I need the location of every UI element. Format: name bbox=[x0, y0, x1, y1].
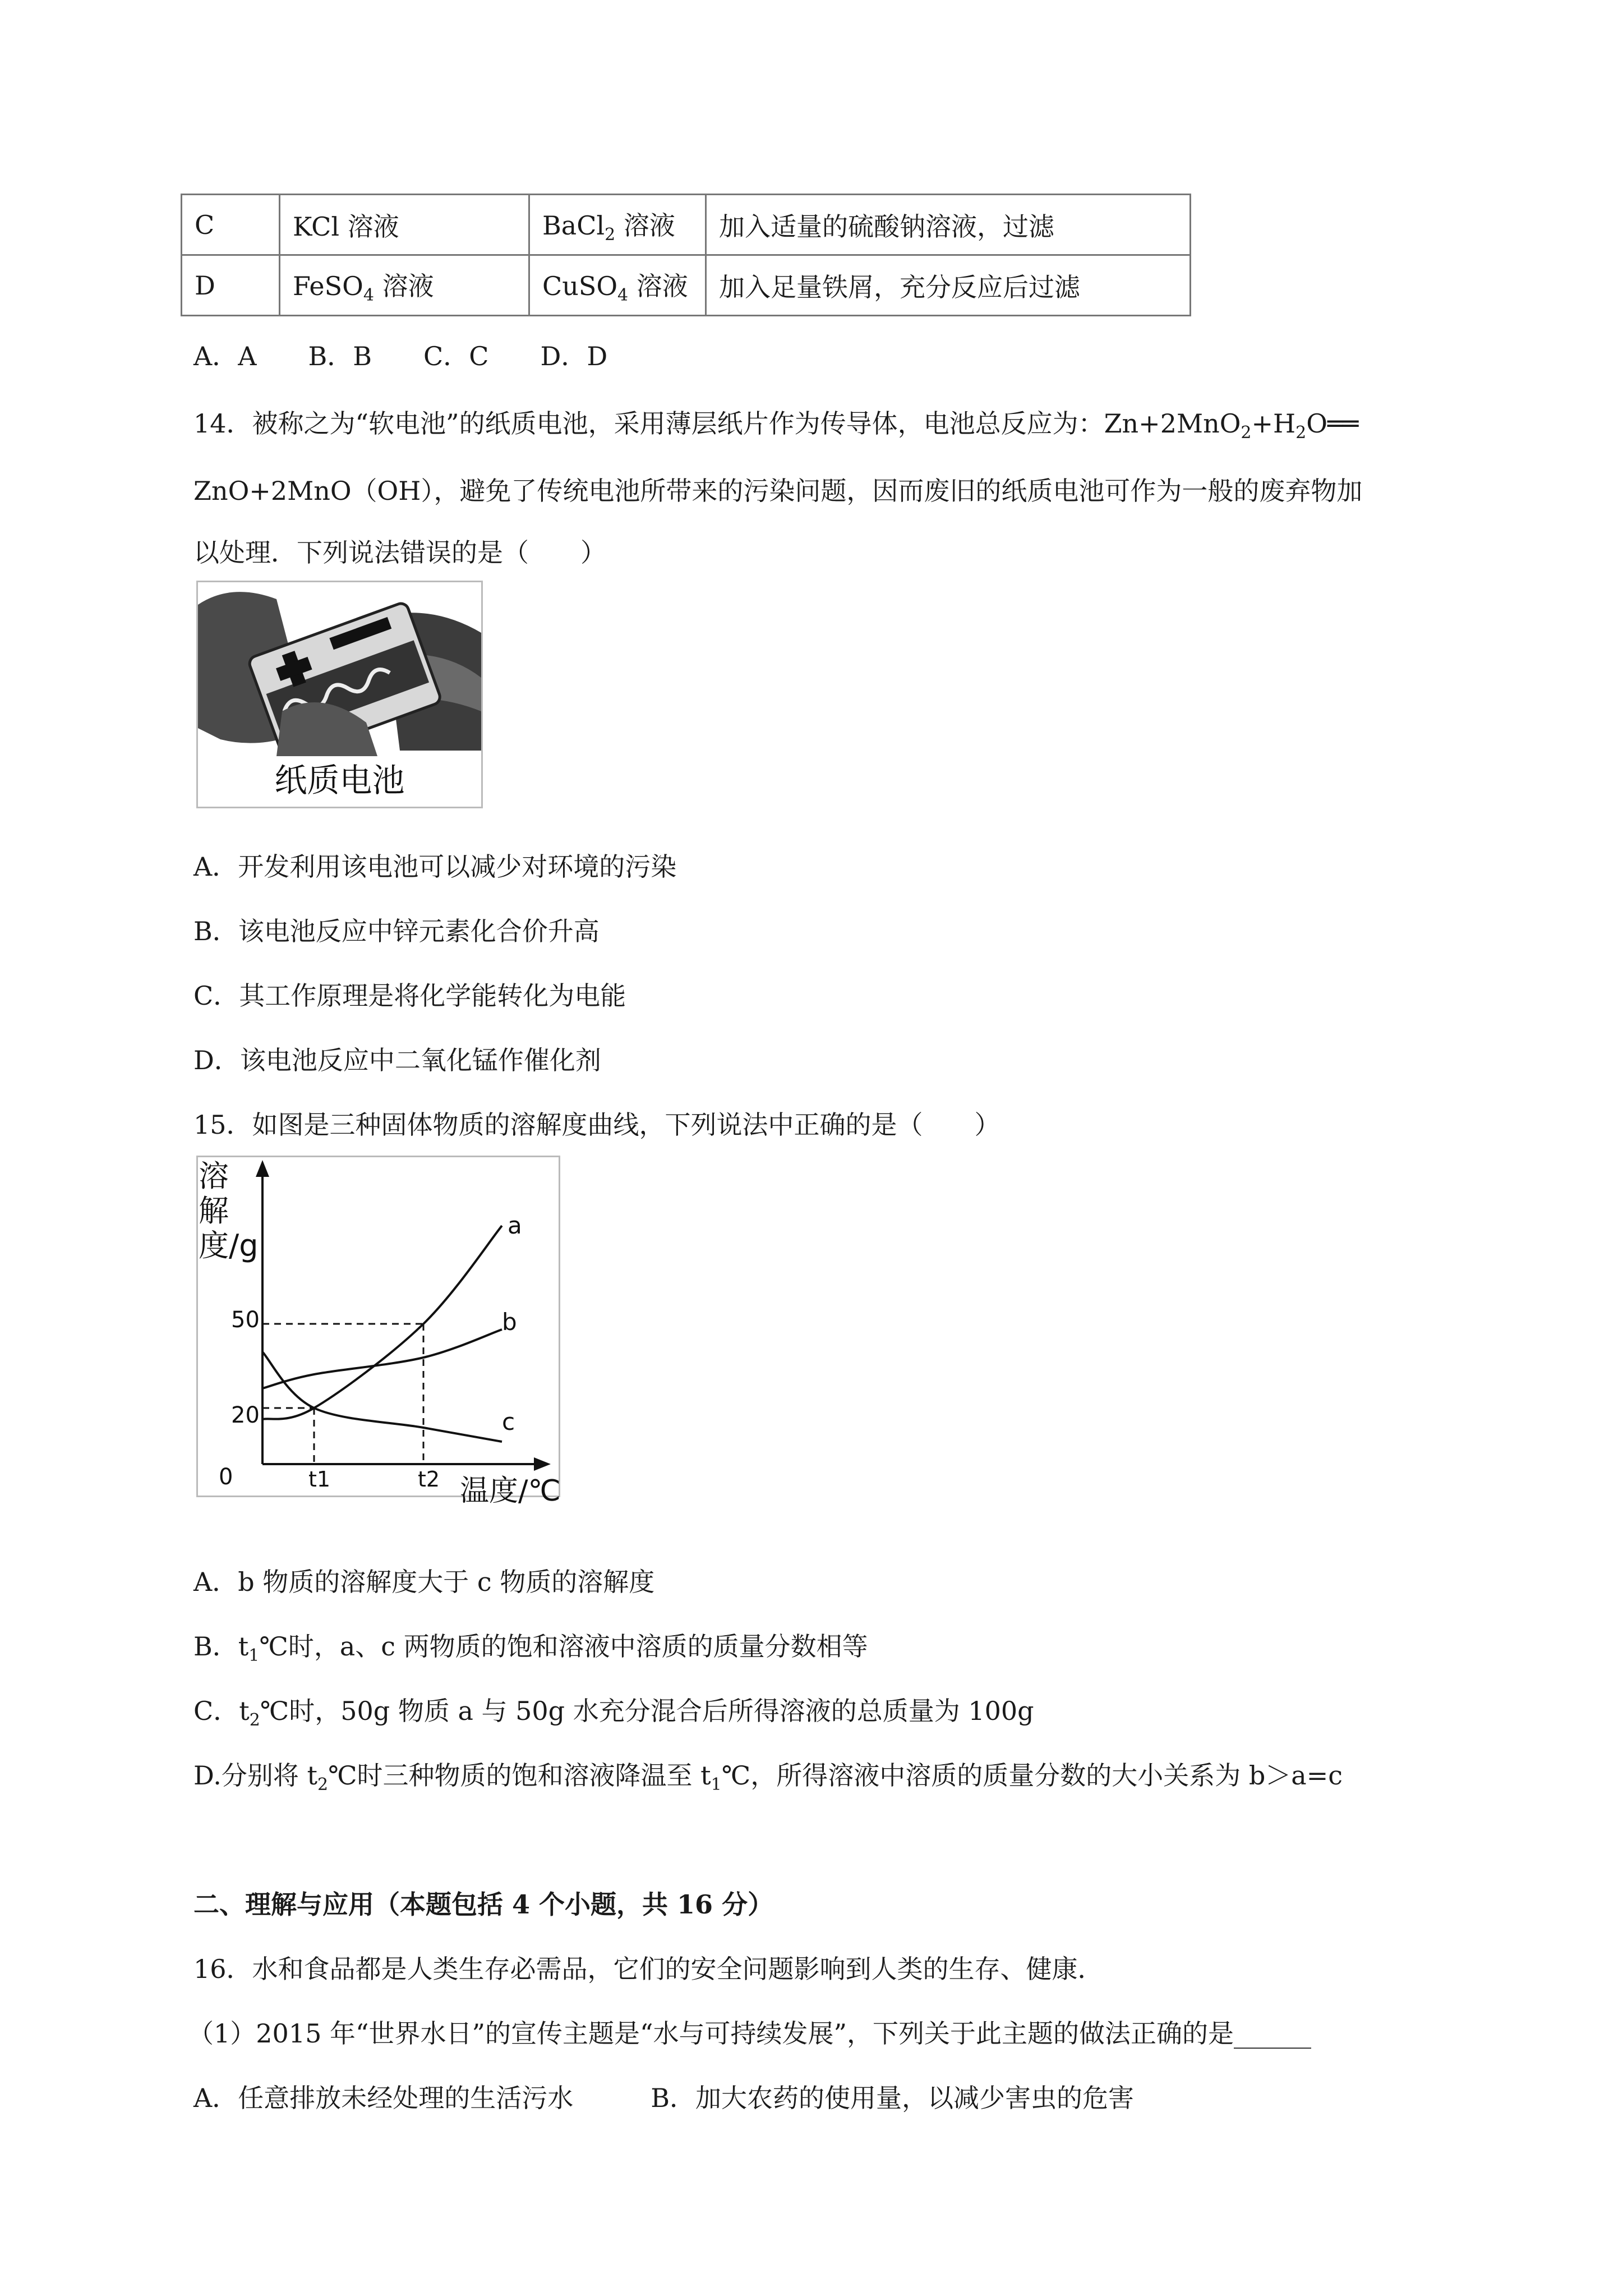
paper-battery-image bbox=[196, 581, 483, 808]
subscript: 1 bbox=[248, 1646, 260, 1665]
section-title: 二、理解与应用（本题包括 4 个小题，共 16 分） bbox=[193, 1889, 774, 1920]
paper-battery-illustration bbox=[198, 582, 481, 756]
curve-a bbox=[262, 1226, 502, 1419]
subscript: 4 bbox=[617, 285, 629, 305]
subscript: 2 bbox=[249, 1710, 260, 1730]
substance-text: FeSO bbox=[293, 270, 363, 301]
q16-part1: （1）2015 年“世界水日”的宣传主题是“水与可持续发展”，下列关于此主题的做法正确的是______ bbox=[188, 2018, 1312, 2049]
q14-stem-line1 bbox=[193, 407, 1358, 450]
subscript: 2 bbox=[605, 224, 616, 245]
option-text: D.分别将 t bbox=[193, 1760, 317, 1791]
x-tick-label: t2 bbox=[418, 1467, 440, 1492]
q13-answer-choices: A．A B．B C．C D．D bbox=[193, 341, 608, 371]
option-text: ℃时，a、c 两物质的饱和溶液中溶质的质量分数相等 bbox=[259, 1631, 868, 1662]
table-cell-impurity bbox=[529, 255, 706, 316]
table-cell-substance bbox=[280, 255, 529, 316]
option-text: ℃时，50g 物质 a 与 50g 水充分混合后所得溶液的总质量为 100g bbox=[260, 1696, 1034, 1726]
table-cell-option: D bbox=[182, 255, 280, 316]
q14-option-c: C．其工作原理是将化学能转化为电能 bbox=[193, 981, 626, 1011]
subscript: 4 bbox=[363, 285, 374, 305]
q15-stem: 15．如图是三种固体物质的溶解度曲线，下列说法中正确的是（ ） bbox=[193, 1110, 1000, 1140]
option-text: B．t bbox=[193, 1631, 249, 1662]
option-text: C．t bbox=[193, 1696, 250, 1726]
y-tick-label: 20 bbox=[231, 1402, 260, 1428]
q16-options: A．任意排放未经处理的生活污水 B．加大农药的使用量，以减少害虫的危害 bbox=[193, 2083, 1135, 2113]
options-table bbox=[181, 194, 1191, 316]
subscript: 2 bbox=[1295, 423, 1307, 443]
y-tick-label: 50 bbox=[231, 1307, 260, 1333]
series-label-a: a bbox=[508, 1212, 522, 1239]
curves bbox=[262, 1226, 502, 1442]
y-axis-label: 溶解度/g bbox=[199, 1158, 259, 1263]
impurity-text: CuSO bbox=[542, 270, 618, 301]
q14-text: O══ bbox=[1306, 408, 1359, 439]
table-row bbox=[182, 255, 1191, 316]
impurity-suffix: 溶液 bbox=[615, 210, 675, 241]
table-cell-method: 加入足量铁屑，充分反应后过滤 bbox=[706, 255, 1191, 316]
series-label-c: c bbox=[502, 1408, 515, 1435]
y-axis-arrow bbox=[256, 1160, 269, 1177]
table-row bbox=[182, 195, 1191, 255]
x-tick-label: t1 bbox=[308, 1467, 331, 1492]
q15-option-c bbox=[193, 1694, 1034, 1737]
q15-option-b bbox=[193, 1630, 868, 1673]
impurity-text: BaCl bbox=[542, 210, 605, 241]
subscript: 2 bbox=[317, 1775, 329, 1795]
q14-text: +H bbox=[1251, 408, 1296, 439]
option-text: ℃，所得溶液中溶质的质量分数的大小关系为 b＞a=c bbox=[721, 1760, 1343, 1791]
q14-option-a: A．开发利用该电池可以减少对环境的污染 bbox=[193, 852, 677, 882]
subscript: 1 bbox=[711, 1775, 722, 1795]
table-cell-substance: KCl 溶液 bbox=[280, 195, 529, 255]
q14-stem-line2: ZnO+2MnO（OH），避免了传统电池所带来的污染问题，因而废旧的纸质电池可作为一般的废弃物加 bbox=[193, 476, 1363, 506]
q15-option-d bbox=[193, 1759, 1343, 1802]
substance-suffix: 溶液 bbox=[374, 270, 434, 301]
y-tick-label: 0 bbox=[219, 1464, 233, 1490]
q15-option-a: A．b 物质的溶解度大于 c 物质的溶解度 bbox=[193, 1567, 655, 1597]
table-cell-impurity bbox=[529, 195, 706, 255]
x-axis-label: 温度/℃ bbox=[460, 1474, 561, 1508]
q14-stem-line3: 以处理．下列说法错误的是（ ） bbox=[193, 537, 606, 568]
series-label-b: b bbox=[502, 1308, 517, 1336]
q14-text: 14．被称之为“软电池”的纸质电池，采用薄层纸片作为传导体，电池总反应为：Zn+2MnO bbox=[193, 408, 1241, 439]
q14-option-b: B．该电池反应中锌元素化合价升高 bbox=[193, 916, 600, 946]
solubility-chart bbox=[196, 1156, 561, 1508]
q16-stem: 16．水和食品都是人类生存必需品，它们的安全问题影响到人类的生存、健康． bbox=[193, 1954, 1104, 1984]
impurity-suffix: 溶液 bbox=[628, 270, 688, 301]
table-cell-option: C bbox=[182, 195, 280, 255]
image-caption: 纸质电池 bbox=[274, 761, 405, 799]
q14-option-d: D．该电池反应中二氧化锰作催化剂 bbox=[193, 1045, 601, 1075]
option-text: ℃时三种物质的饱和溶液降温至 t bbox=[328, 1760, 711, 1791]
table-cell-method: 加入适量的硫酸钠溶液，过滤 bbox=[706, 195, 1191, 255]
subscript: 2 bbox=[1241, 423, 1252, 443]
